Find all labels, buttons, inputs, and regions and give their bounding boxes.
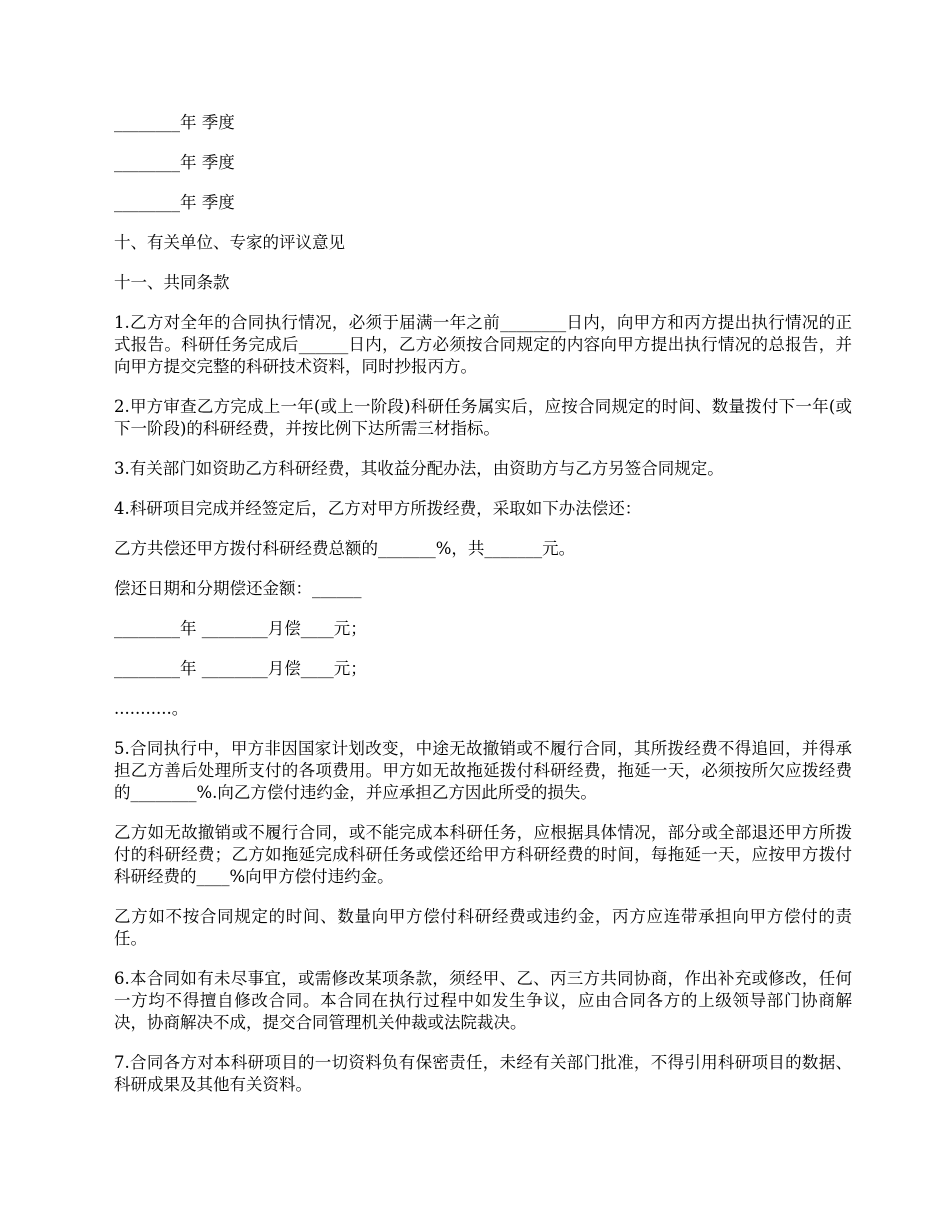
clause-5: 5.合同执行中，甲方非因国家计划改变，中途无故撤销或不履行合同，其所拨经费不得追回，并得承担乙方善后处理所支付的各项费用。甲方如无故拖延拨付科研经费，拖延一天，必须按所欠应拨经费的________%.向乙方偿付违约金，并应承担乙方因此所受的损失。	[114, 739, 852, 802]
repayment-total: 乙方共偿还甲方拨付科研经费总额的_______%，共_______元。	[114, 539, 576, 558]
section-heading-10: 十、有关单位、专家的评议意见	[114, 233, 345, 252]
ellipsis-line: ...........。	[114, 699, 189, 718]
quarter-line-1: ________年 季度	[114, 113, 235, 132]
repayment-schedule-label: 偿还日期和分期偿还金额：______	[114, 579, 362, 598]
clause-6: 6.本合同如有未尽事宜，或需修改某项条款，须经甲、乙、丙三方共同协商，作出补充或修改，任何一方均不得擅自修改合同。本合同在执行过程中如发生争议，应由合同各方的上级领导部门协商解决，协商解决不成，提交合同管理机关仲裁或法院裁决。	[114, 969, 852, 1032]
clause-2: 2.甲方审查乙方完成上一年(或上一阶段)科研任务属实后，应按合同规定的时间、数量拨付下一年(或下一阶段)的科研经费，并按比例下达所需三材指标。	[114, 397, 852, 438]
clause-7: 7.合同各方对本科研项目的一切资料负有保密责任，未经有关部门批准，不得引用科研项目的数据、科研成果及其他有关资料。	[114, 1053, 852, 1094]
repayment-installment-2: ________年 ________月偿____元；	[114, 659, 367, 678]
section-heading-11: 十一、共同条款	[114, 273, 230, 292]
clause-5-guarantee: 乙方如不按合同规定的时间、数量向甲方偿付科研经费或违约金，丙方应连带承担向甲方偿付的责任。	[114, 907, 852, 948]
clause-3: 3.有关部门如资助乙方科研经费，其收益分配办法，由资助方与乙方另签合同规定。	[114, 459, 724, 478]
clause-1: 1.乙方对全年的合同执行情况，必须于届满一年之前________日内，向甲方和丙方提出执行情况的正式报告。科研任务完成后______日内，乙方必须按合同规定的内容向甲方提出执行情况的总报告，并向甲方提交完整的科研技术资料，同时抄报丙方。	[114, 313, 852, 376]
clause-4: 4.科研项目完成并经签定后，乙方对甲方所拨经费，采取如下办法偿还：	[114, 499, 642, 518]
repayment-installment-1: ________年 ________月偿____元；	[114, 619, 367, 638]
document-body	[114, 112, 852, 1114]
quarter-line-2: ________年 季度	[114, 153, 235, 172]
quarter-line-3: ________年 季度	[114, 193, 235, 212]
clause-5-party-b: 乙方如无故撤销或不履行合同，或不能完成本科研任务，应根据具体情况，部分或全部退还甲方所拨付的科研经费；乙方如拖延完成科研任务或偿还给甲方科研经费的时间，每拖延一天，应按甲方拨付科研经费的____%向甲方偿付违约金。	[114, 823, 852, 886]
